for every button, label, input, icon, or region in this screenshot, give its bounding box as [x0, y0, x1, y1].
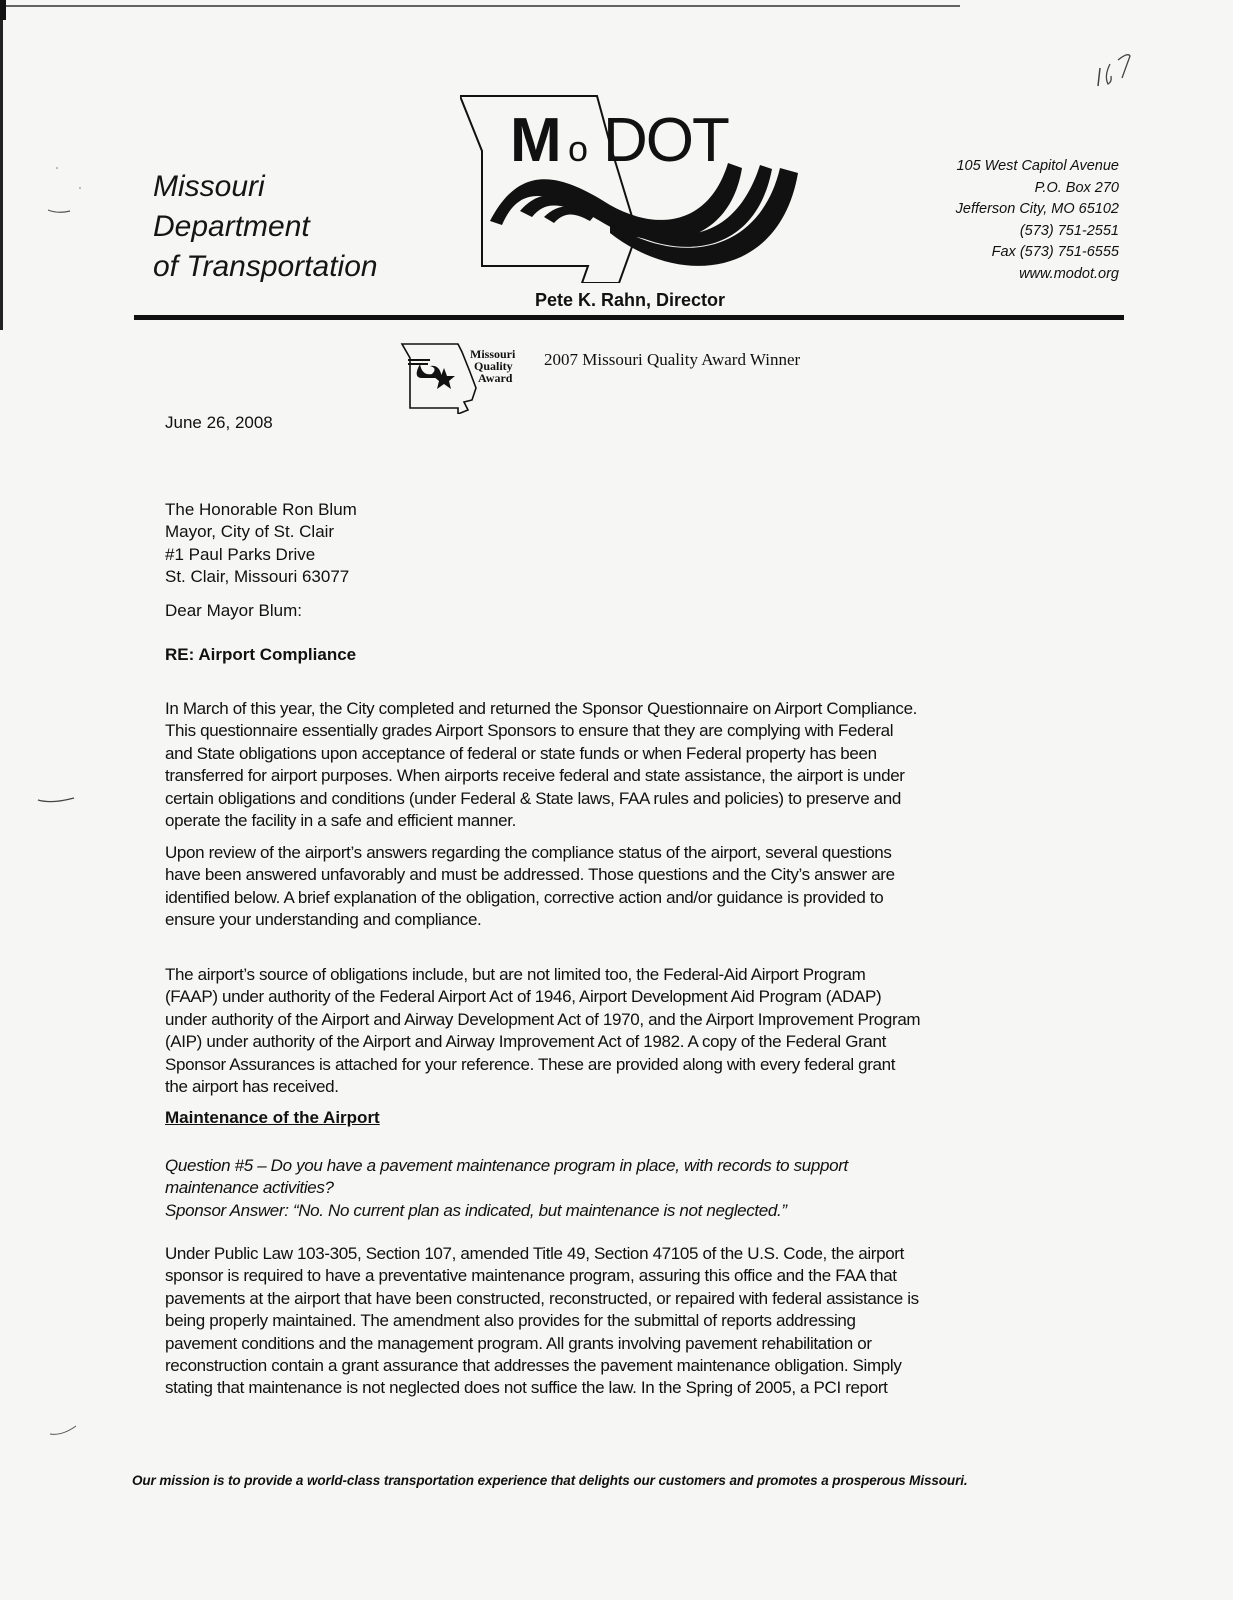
- mission-statement: Our mission is to provide a world-class transportation experience that delights our customers and promotes a prosperous Missouri.: [132, 1473, 968, 1488]
- contact-phone: (573) 751-2551: [1019, 222, 1119, 239]
- paragraph-3: [165, 964, 1085, 1098]
- recipient-name: The Honorable Ron Blum: [165, 500, 357, 519]
- paragraph-line: being properly maintained. The amendment also provides for the submittal of reports addressing: [165, 1311, 856, 1331]
- recipient-city: St. Clair, Missouri 63077: [165, 567, 350, 587]
- paragraph-line: pavements at the airport that have been constructed, reconstructed, or repaired with federal assistance is: [165, 1288, 919, 1308]
- paragraph-4: [165, 1243, 1085, 1400]
- svg-text:Quality: Quality: [474, 359, 513, 373]
- paragraph-line: operate the facility in a safe and efficient manner.: [165, 811, 516, 831]
- letterhead-divider: [134, 315, 1124, 320]
- recipient-street: #1 Paul Parks Drive: [165, 544, 316, 564]
- svg-text:M: M: [510, 106, 565, 175]
- paragraph-2: [165, 842, 1085, 932]
- hole-punch-mark: [30, 780, 90, 810]
- subject-line: RE: Airport Compliance: [165, 645, 357, 664]
- handwritten-page-number: [1092, 50, 1142, 95]
- svg-text:Award: Award: [478, 371, 513, 385]
- question-text: maintenance activities?: [165, 1178, 334, 1198]
- svg-text:DOT: DOT: [603, 106, 728, 175]
- question-text: Question #5 – Do you have a pavement maintenance program in place, with records to support: [165, 1156, 848, 1175]
- paragraph-line: under authority of the Airport and Airway Development Act of 1970, and the Airport Improvement Program: [165, 1009, 921, 1029]
- quality-award-logo-icon: [400, 338, 518, 414]
- paragraph-line: certain obligations and conditions (under Federal & State laws, FAA rules and policies) to preserve and: [165, 788, 901, 808]
- recipient-title: Mayor, City of St. Clair: [165, 522, 335, 542]
- contact-po-box: P.O. Box 270: [1034, 179, 1119, 196]
- contact-city: Jefferson City, MO 65102: [955, 201, 1119, 218]
- modot-logo-icon: [460, 93, 820, 283]
- contact-website: www.modot.org: [1019, 265, 1119, 282]
- paragraph-line: Upon review of the airport’s answers regarding the compliance status of the airport, several questions: [165, 843, 892, 862]
- letter-date: June 26, 2008: [165, 413, 273, 432]
- paragraph-line: pavement conditions and the management program. All grants involving pavement rehabilitation or: [165, 1333, 872, 1353]
- paragraph-1: [165, 698, 1085, 832]
- organization-name: [153, 167, 378, 287]
- paragraph-line: This questionnaire essentially grades Airport Sponsors to ensure that they are complying with Federal: [165, 721, 894, 741]
- award-logo-text: Missouri: [470, 347, 516, 361]
- contact-street: 105 West Capitol Avenue: [956, 158, 1119, 174]
- paragraph-line: reconstruction contain a grant assurance that addresses the pavement maintenance obligation. Simply: [165, 1356, 902, 1376]
- scan-edge-line: [0, 0, 3, 330]
- contact-fax: Fax (573) 751-6555: [991, 244, 1119, 261]
- director-name: Pete K. Rahn, Director: [535, 290, 726, 310]
- paragraph-line: transferred for airport purposes. When airports receive federal and state assistance, the airport is under: [165, 766, 905, 786]
- paragraph-line: The airport’s source of obligations include, but are not limited too, the Federal-Aid Airport Program: [165, 965, 866, 984]
- org-line: Missouri: [153, 170, 265, 203]
- paragraph-line: the airport has received.: [165, 1077, 339, 1097]
- paragraph-line: sponsor is required to have a preventative maintenance program, assuring this office and the FAA that: [165, 1266, 897, 1286]
- paragraph-line: and State obligations upon acceptance of federal or state funds or when Federal property has been: [165, 743, 877, 763]
- section-heading: Maintenance of the Airport: [165, 1108, 380, 1127]
- scan-edge-mark: [0, 0, 6, 20]
- question-block: [165, 1155, 1085, 1222]
- salutation: Dear Mayor Blum:: [165, 601, 302, 620]
- hole-punch-mark: [30, 1420, 90, 1450]
- paragraph-line: identified below. A brief explanation of the obligation, corrective action and/or guidance is provided to: [165, 887, 884, 907]
- contact-block: [956, 156, 1119, 286]
- paragraph-line: Sponsor Assurances is attached for your reference. These are provided along with every federal grant: [165, 1054, 896, 1074]
- paragraph-line: In March of this year, the City completed and returned the Sponsor Questionnaire on Airport Compliance.: [165, 699, 918, 718]
- paragraph-line: have been answered unfavorably and must be addressed. Those questions and the City’s answer are: [165, 865, 895, 885]
- sponsor-answer: Sponsor Answer: “No. No current plan as indicated, but maintenance is not neglected.”: [165, 1200, 787, 1220]
- svg-text:o: o: [568, 128, 589, 169]
- hole-punch-mark: [30, 160, 90, 220]
- paragraph-line: (FAAP) under authority of the Federal Airport Act of 1946, Airport Development Aid Program (ADAP): [165, 987, 882, 1007]
- org-line: Department: [153, 210, 310, 243]
- award-caption: 2007 Missouri Quality Award Winner: [544, 350, 801, 369]
- recipient-address: [165, 499, 1085, 589]
- paragraph-line: ensure your understanding and compliance.: [165, 910, 482, 930]
- scan-edge-line: [0, 5, 960, 7]
- paragraph-line: (AIP) under authority of the Airport and Airway Improvement Act of 1982. A copy of the Federal Grant: [165, 1032, 886, 1052]
- org-line: of Transportation: [153, 250, 378, 283]
- paragraph-line: stating that maintenance is not neglected does not suffice the law. In the Spring of 2005, a PCI report: [165, 1378, 888, 1398]
- paragraph-line: Under Public Law 103-305, Section 107, amended Title 49, Section 47105 of the U.S. Code, the airport: [165, 1244, 904, 1263]
